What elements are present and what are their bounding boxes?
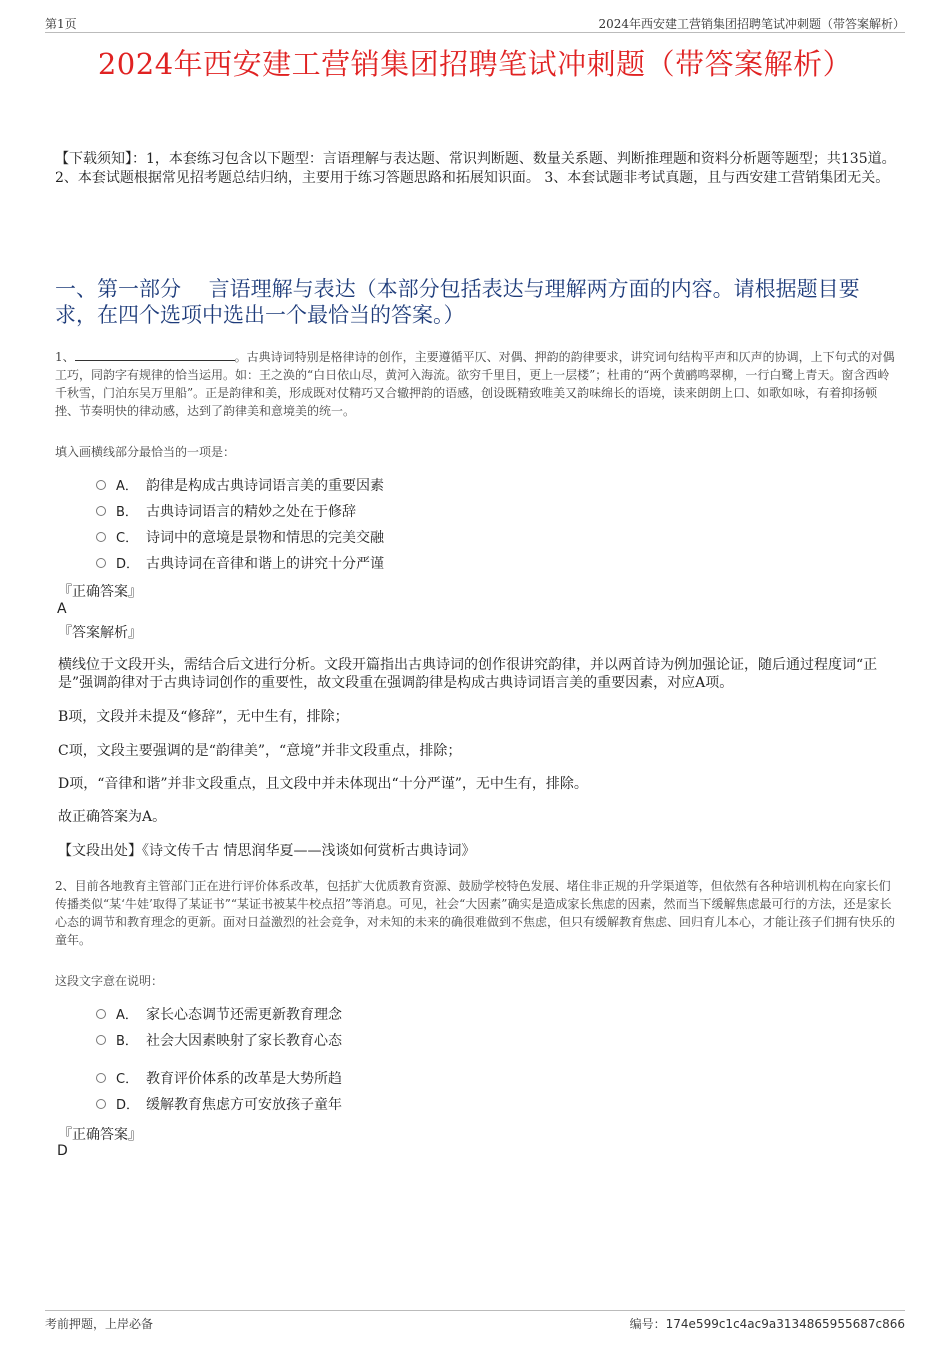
option-text: 古典诗词语言的精妙之处在于修辞	[146, 504, 356, 520]
analysis-paragraph: D项，“音律和谐”并非文段重点，且文段中并未体现出“十分严谨”，无中生有，排除。	[58, 776, 588, 792]
question-1-option-b[interactable]	[96, 502, 356, 522]
radio-icon[interactable]	[96, 1035, 106, 1045]
option-letter: C．	[116, 1072, 139, 1087]
footer-serial	[630, 1315, 905, 1332]
radio-icon[interactable]	[96, 532, 106, 542]
analysis-label: 『答案解析』	[58, 625, 142, 641]
correct-answer-value: D	[57, 1143, 68, 1159]
radio-icon[interactable]	[96, 506, 106, 516]
option-text: 教育评价体系的改革是大势所趋	[146, 1071, 342, 1087]
radio-icon[interactable]	[96, 1073, 106, 1083]
question-number: 1、	[55, 350, 75, 364]
analysis-paragraph: 故正确答案为A。	[58, 809, 167, 825]
question-2-prompt: 这段文字意在说明：	[55, 974, 164, 988]
question-text: 目前各地教育主管部门正在进行评价体系改革，包括扩大优质教育资源、鼓励学校特色发展、堵住非正规的升学渠道等，但依然有各种培训机构在向家长们传播类似“某‘牛娃’取得了某证书”“某证书被某牛校点招”等消息。可见，社会“大因素”确实是造成家长焦虑的因素，然而当下缓解焦虑最可行的方法，还是家长心态的调节和教育理念的更新。面对日益激烈的社会竞争，对未知的未来的确很难做到不焦虑，但只有缓解教育焦虑、回归育儿本心，才能让孩子们拥有快乐的童年。	[55, 879, 896, 947]
option-text: 社会大因素映射了家长教育心态	[146, 1033, 342, 1049]
header-doc-title: 2024年西安建工营销集团招聘笔试冲刺题（带答案解析）	[598, 17, 905, 31]
analysis-paragraph: C项，文段主要强调的是“韵律美”，“意境”并非文段重点，排除；	[58, 743, 462, 759]
section-title: 一、第一部分 言语理解与表达（本部分包括表达与理解两方面的内容。请根据题目要求，在四个选项中选出一个最恰当的答案。）	[55, 277, 860, 327]
question-1-option-c[interactable]	[96, 528, 384, 548]
serial-code: 174e599c1c4ac9a3134865955687c866	[665, 1317, 905, 1331]
option-letter: B．	[116, 1034, 138, 1049]
option-text: 缓解教育焦虑方可安放孩子童年	[146, 1097, 342, 1113]
question-2-option-c[interactable]	[96, 1069, 342, 1089]
correct-answer-label: 『正确答案』	[58, 584, 142, 600]
document-title: 2024年西安建工营销集团招聘笔试冲刺题（带答案解析）	[97, 47, 853, 81]
question-text: 。古典诗词特别是格律诗的创作，主要遵循平仄、对偶、押韵的韵律要求，讲究词句结构平声和仄声的协调，上下句式的对偶工巧，同韵字有规律的恰当运用。如：王之涣的“白日依山尽，黄河入海流。欲穷千里目，更上一层楼”；杜甫的“两个黄鹂鸣翠柳，一行白鹭上青天。窗含西岭千秋雪，门泊东吴万里船”。正是韵律和美，形成既对仗精巧又合辙押韵的语感，创设既精致唯美又韵味绵长的语境，读来朗朗上口、如歌如咏，有着抑扬顿挫、节奏明快的律动感，达到了韵律美和意境美的统一。	[55, 350, 895, 418]
question-number: 2、	[55, 879, 75, 893]
analysis-paragraph: B项，文段并未提及“修辞”，无中生有，排除；	[58, 709, 349, 725]
question-1-option-d[interactable]	[96, 554, 384, 574]
analysis-paragraph: 横线位于文段开头，需结合后文进行分析。文段开篇指出古典诗词的创作很讲究韵律，并以两首诗为例加强论证，随后通过程度词“正是”强调韵律对于古典诗词创作的重要性，故文段重在强调韵律是构成古典诗词语言美的重要因素，对应A项。	[58, 657, 878, 691]
serial-label: 编号：	[629, 1317, 666, 1331]
radio-icon[interactable]	[96, 558, 106, 568]
question-1-stem	[55, 348, 895, 420]
page-header	[45, 14, 905, 33]
option-letter: D．	[116, 1098, 140, 1113]
page-footer	[45, 1310, 905, 1331]
radio-icon[interactable]	[96, 1009, 106, 1019]
option-letter: C．	[116, 531, 139, 546]
option-letter: B．	[116, 505, 138, 520]
radio-icon[interactable]	[96, 1099, 106, 1109]
question-2-stem	[55, 877, 895, 949]
footer-slogan: 考前押题，上岸必备	[45, 1317, 154, 1331]
question-2-option-a[interactable]	[96, 1005, 342, 1025]
source-citation: 【文段出处】《诗文传千古 情思润华夏——浅谈如何赏析古典诗词》	[58, 843, 476, 859]
option-text: 古典诗词在音律和谐上的讲究十分严谨	[146, 556, 384, 572]
option-text: 家长心态调节还需更新教育理念	[146, 1007, 342, 1023]
correct-answer-label: 『正确答案』	[58, 1127, 142, 1143]
option-letter: A．	[116, 1008, 138, 1023]
page-number-label: 第1页	[45, 17, 77, 31]
option-letter: D．	[116, 557, 140, 572]
option-text: 诗词中的意境是景物和情思的完美交融	[146, 530, 384, 546]
radio-icon[interactable]	[96, 480, 106, 490]
download-notice: 【下载须知】：1，本套练习包含以下题型：言语理解与表达题、常识判断题、数量关系题、判断推理题和资料分析题等题型；共135道。 2、本套试题根据常见招考题总结归纳，主要用于练习答题思路和拓展知识面。 3、本套试题非考试真题，且与西安建工营销集团无关。	[55, 151, 896, 186]
question-1-prompt: 填入画横线部分最恰当的一项是：	[55, 445, 236, 459]
option-letter: A．	[116, 479, 138, 494]
option-text: 韵律是构成古典诗词语言美的重要因素	[146, 478, 384, 494]
correct-answer-value: A	[57, 601, 67, 617]
question-1-option-a[interactable]	[96, 476, 384, 496]
question-2-option-d[interactable]	[96, 1095, 342, 1115]
question-2-option-b[interactable]	[96, 1031, 342, 1051]
fill-blank-line	[75, 349, 235, 361]
